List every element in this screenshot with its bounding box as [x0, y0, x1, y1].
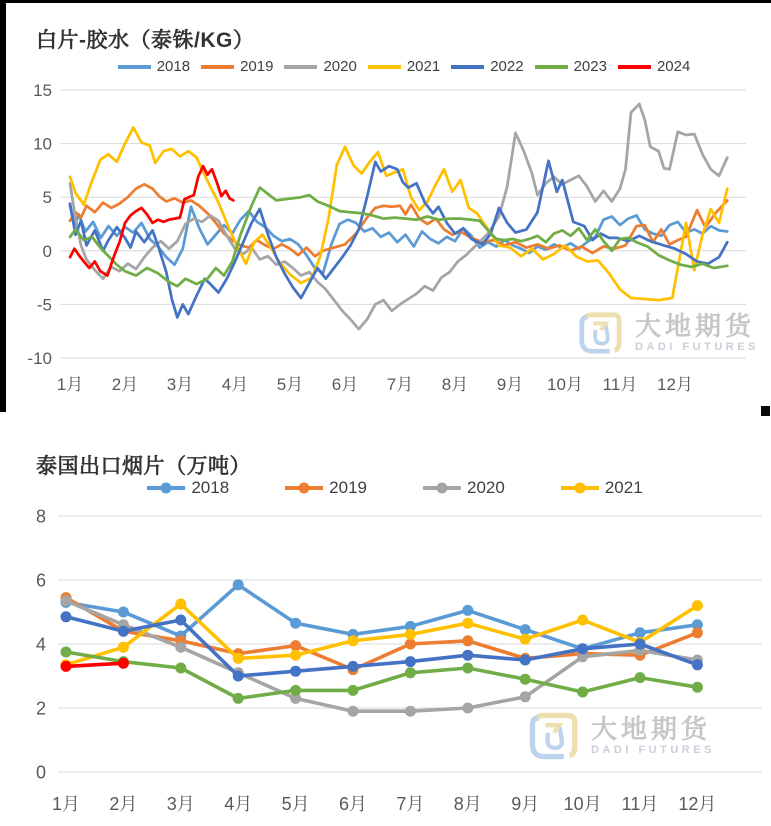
x-tick-label: 4月	[221, 375, 249, 394]
x-tick-label: 1月	[56, 375, 84, 394]
series-2024-marker	[61, 661, 72, 672]
series-2023-marker	[405, 667, 416, 678]
x-tick-label: 10月	[547, 375, 583, 394]
y-tick-label: -5	[36, 295, 52, 315]
series-2021-marker	[577, 615, 588, 626]
y-tick-label: 8	[35, 506, 46, 527]
series-2023-marker	[175, 663, 186, 674]
x-tick-label: 5月	[276, 375, 304, 394]
legend-label: 2019	[240, 58, 274, 75]
x-tick-label: 11月	[602, 375, 638, 394]
series-2023-marker	[233, 693, 244, 704]
series-2023-marker	[577, 687, 588, 698]
series-2022-marker	[692, 659, 703, 670]
x-tick-label: 8月	[453, 794, 482, 814]
series-2022-marker	[348, 661, 359, 672]
series-2019-line	[66, 598, 697, 670]
image-resize-handle[interactable]	[761, 406, 770, 416]
series-2019-marker	[290, 640, 301, 651]
series-2023-marker	[61, 647, 72, 658]
x-tick-label: 11月	[621, 794, 659, 814]
series-2019-marker	[405, 639, 416, 650]
series-2024-marker	[118, 658, 129, 669]
legend-label: 2023	[573, 58, 607, 75]
y-tick-label: -10	[27, 348, 52, 368]
series-2018-marker	[635, 627, 646, 638]
x-tick-label: 6月	[338, 794, 368, 814]
x-tick-label: 1月	[51, 794, 81, 814]
series-2021-marker	[520, 634, 531, 645]
series-2019-marker	[692, 627, 703, 638]
x-tick-label: 8月	[441, 375, 469, 394]
series-2023-marker	[290, 685, 301, 696]
series-2022-marker	[462, 650, 473, 661]
legend-label: 2021	[406, 58, 441, 75]
series-2022-marker	[635, 639, 646, 650]
series-2023-line	[66, 652, 697, 698]
x-tick-label: 10月	[563, 794, 602, 814]
series-2022-marker	[233, 671, 244, 682]
y-tick-label: 4	[35, 634, 46, 655]
series-2021-marker	[692, 600, 703, 611]
series-2021-marker	[405, 629, 416, 640]
series-2023-marker	[462, 663, 473, 674]
series-2020-marker	[462, 703, 473, 714]
legend-label: 2020	[323, 58, 357, 75]
series-2018-marker	[118, 607, 129, 618]
y-tick-label: 0	[42, 241, 52, 261]
series-2018-marker	[233, 579, 244, 590]
y-tick-label: 2	[35, 698, 46, 719]
series-2020-marker	[348, 706, 359, 717]
watermark-cn-text: 大地期货	[591, 714, 712, 745]
x-tick-label: 7月	[386, 375, 414, 394]
dadi-logo-icon	[577, 310, 623, 356]
x-tick-label: 3月	[166, 794, 195, 814]
top-chart-title: 白片-胶水（泰铢/KG）	[36, 29, 255, 52]
series-2021-marker	[290, 650, 301, 661]
bottom-chart-plot	[36, 506, 762, 814]
dadi-futures-watermark	[577, 310, 759, 356]
series-2020-marker	[61, 595, 72, 606]
y-tick-label: 5	[42, 188, 52, 208]
series-2023-marker	[348, 685, 359, 696]
series-2018-marker	[290, 618, 301, 629]
series-2023-line	[70, 188, 727, 287]
series-2023-marker	[520, 674, 531, 685]
dadi-logo-icon	[527, 710, 579, 762]
x-tick-label: 3月	[166, 375, 194, 394]
x-tick-label: 12月	[678, 794, 717, 814]
x-tick-label: 5月	[281, 794, 310, 814]
legend-label: 2018	[156, 58, 191, 75]
series-2022-marker	[61, 611, 72, 622]
series-2021-marker	[175, 599, 186, 610]
series-2018-marker	[520, 624, 531, 635]
bottom-chart-title: 泰国出口烟片（万吨）	[36, 455, 251, 478]
x-tick-label: 12月	[657, 375, 693, 394]
legend-label: 2021	[604, 478, 643, 497]
legend-label: 2022	[490, 58, 524, 75]
y-tick-label: 15	[33, 80, 52, 100]
series-2021-marker	[462, 618, 473, 629]
x-tick-label: 9月	[511, 794, 540, 814]
y-tick-label: 0	[35, 762, 46, 783]
series-2022-marker	[290, 666, 301, 677]
x-tick-label: 6月	[331, 375, 359, 394]
y-tick-label: 6	[35, 570, 46, 591]
series-2022-marker	[405, 656, 416, 667]
y-tick-label: 10	[33, 134, 52, 154]
legend-label: 2024	[656, 58, 691, 75]
series-2022-marker	[577, 643, 588, 654]
series-2022-marker	[175, 615, 186, 626]
series-2023-marker	[692, 682, 703, 693]
series-2023-marker	[635, 672, 646, 683]
series-2022-marker	[520, 655, 531, 666]
legend-label: 2019	[329, 478, 367, 497]
watermark-en-text: DADI FUTURES	[635, 340, 759, 353]
x-tick-label: 2月	[111, 375, 139, 394]
series-2021-marker	[118, 642, 129, 653]
series-2020-marker	[175, 642, 186, 653]
series-2019-marker	[462, 635, 473, 646]
legend-label: 2018	[191, 478, 230, 497]
series-2021-line	[70, 128, 727, 301]
series-2021-marker	[348, 635, 359, 646]
dadi-futures-watermark	[527, 710, 715, 762]
x-tick-label: 9月	[496, 375, 524, 394]
x-tick-label: 4月	[224, 794, 253, 814]
watermark-cn-text: 大地期货	[635, 311, 756, 342]
series-2020-marker	[520, 691, 531, 702]
watermark-en-text: DADI FUTURES	[591, 743, 715, 756]
x-tick-label: 7月	[396, 794, 425, 814]
series-2020-marker	[405, 706, 416, 717]
legend-label: 2020	[467, 478, 505, 497]
series-2022-marker	[118, 626, 129, 637]
series-2021-marker	[233, 653, 244, 664]
x-tick-label: 2月	[109, 794, 138, 814]
series-2018-marker	[462, 605, 473, 616]
